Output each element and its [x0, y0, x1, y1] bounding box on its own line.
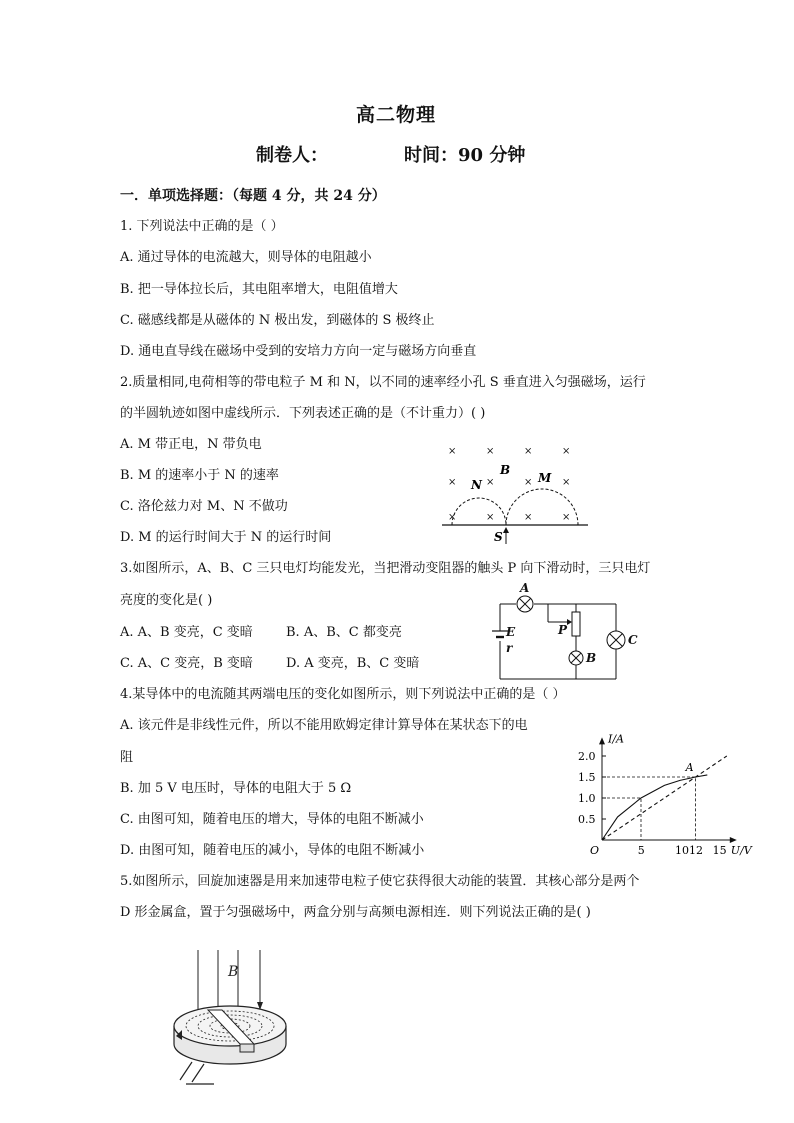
q5-stem-line1: 5.如图所示，回旋加速器是用来加速带电粒子使它获得很大动能的装置．其核心部分是两个 — [120, 874, 640, 889]
svg-text:×: × — [524, 477, 533, 488]
q1-option-d: D. 通电直导线在磁场中受到的安培力方向一定与磁场方向垂直 — [120, 344, 477, 359]
circuit-figure — [488, 581, 648, 684]
label-field-b: B — [228, 964, 239, 980]
label-s: S — [494, 530, 503, 544]
page-title: 高二物理 — [356, 104, 437, 126]
y-axis-arrow — [599, 737, 605, 744]
label-resistance-r: r — [506, 641, 513, 655]
author-label: 制卷人： — [256, 145, 328, 166]
iu-curve — [602, 775, 707, 840]
svg-text:×: × — [524, 512, 533, 523]
q2-option-a: A. M 带正电，N 带负电 — [120, 437, 262, 452]
electrode-leads — [180, 1062, 214, 1084]
q3-option-c: C. A、C 变亮，B 变暗 — [120, 656, 253, 671]
reference-line — [602, 756, 727, 840]
origin-label: O — [590, 844, 600, 857]
q3-option-b: B. A、B、C 都变亮 — [286, 625, 402, 640]
y-tick-label: 2.0 — [578, 750, 596, 763]
entry-arrowhead — [503, 527, 509, 533]
q3-stem-line1: 3.如图所示，A、B、C 三只电灯均能发光，当把滑动变阻器的触头 P 向下滑动时，三只电灯 — [120, 561, 651, 576]
slider-arrow — [567, 619, 572, 625]
q4-option-a-line2: 阻 — [120, 750, 134, 765]
q2-option-c: C. 洛伦兹力对 M、N 不做功 — [120, 499, 288, 514]
label-b: B — [500, 463, 511, 477]
label-lamp-c: C — [628, 633, 638, 647]
point-a-label: A — [685, 761, 694, 774]
label-m: M — [538, 471, 552, 485]
q2-option-b: B. M 的速率小于 N 的速率 — [120, 468, 279, 483]
q5-stem-line2: D 形金属盒，置于匀强磁场中，两盒分别与高频电源相连．则下列说法正确的是( ) — [120, 905, 591, 920]
q1-option-b: B. 把一导体拉长后，其电阻率增大，电阻值增大 — [120, 282, 398, 297]
q4-stem: 4.某导体中的电流随其两端电压的变化如图所示，则下列说法中正确的是（ ） — [120, 687, 566, 702]
svg-text:×: × — [562, 477, 571, 488]
cyclotron-figure — [166, 944, 296, 1090]
svg-text:×: × — [448, 512, 457, 523]
svg-text:×: × — [562, 512, 571, 523]
d-shaped-boxes — [174, 1006, 286, 1064]
svg-text:×: × — [486, 477, 495, 488]
field-crosses — [448, 446, 570, 523]
lamp-b — [569, 651, 583, 665]
svg-text:×: × — [524, 446, 533, 457]
q2-option-d: D. M 的运行时间大于 N 的运行时间 — [120, 530, 332, 545]
svg-text:×: × — [486, 446, 495, 457]
section-heading: 一．单项选择题：（每题 4 分，共 24 分） — [120, 188, 386, 204]
q2-stem-line1: 2.质量相同,电荷相等的带电粒子 M 和 N，以不同的速率经小孔 S 垂直进入匀强磁场，运行 — [120, 375, 646, 390]
x-tick-label: 1012 — [675, 844, 703, 857]
x-axis-arrow — [730, 837, 737, 843]
label-lamp-a: A — [520, 581, 530, 595]
label-slider-p: P — [558, 623, 568, 637]
q3-option-a: A. A、B 变亮，C 变暗 — [120, 625, 253, 640]
iu-chart — [572, 708, 756, 857]
svg-text:×: × — [448, 477, 457, 488]
x-tick-label: 15 — [712, 844, 727, 857]
svg-text:×: × — [562, 446, 571, 457]
y-axis-label: I/A — [608, 732, 624, 746]
q1-option-c: C. 磁感线都是从磁体的 N 极出发，到磁体的 S 极终止 — [120, 313, 435, 328]
trajectory-n — [452, 498, 506, 525]
label-n: N — [471, 478, 482, 492]
q4-option-d: D. 由图可知，随着电压的减小，导体的电阻不断减小 — [120, 843, 425, 858]
y-tick-label: 1.5 — [578, 771, 596, 784]
q4-option-a-line1: A. 该元件是非线性元件，所以不能用欧姆定律计算导体在某状态下的电 — [120, 718, 528, 733]
label-emf-e: E — [506, 625, 516, 639]
x-tick-label: 5 — [637, 844, 645, 857]
time-label: 时间：90 分钟 — [404, 145, 526, 166]
q2-stem-line2: 的半圆轨迹如图中虚线所示．下列表述正确的是（不计重力）( ) — [120, 406, 486, 421]
x-axis-label: U/V — [730, 844, 752, 857]
q1-stem: 1. 下列说法中正确的是（ ） — [120, 219, 284, 234]
q3-option-d: D. A 变亮，B、C 变暗 — [286, 656, 420, 671]
q4-option-c: C. 由图可知，随着电压的增大，导体的电阻不断减小 — [120, 812, 424, 827]
svg-text:×: × — [448, 446, 457, 457]
q4-option-b: B. 加 5 V 电压时，导体的电阻大于 5 Ω — [120, 781, 352, 796]
y-tick-label: 1.0 — [578, 792, 596, 805]
lamp-c — [607, 631, 625, 649]
label-lamp-b: B — [586, 651, 597, 665]
y-tick-label: 0.5 — [578, 813, 596, 826]
q1-option-a: A. 通过导体的电流越大，则导体的电阻越小 — [120, 250, 372, 265]
magnetic-field-figure — [438, 440, 593, 548]
guide-1.0 — [602, 798, 641, 840]
lamp-a — [517, 596, 533, 612]
svg-text:×: × — [486, 512, 495, 523]
q3-stem-line2: 亮度的变化是( ) — [120, 593, 213, 608]
